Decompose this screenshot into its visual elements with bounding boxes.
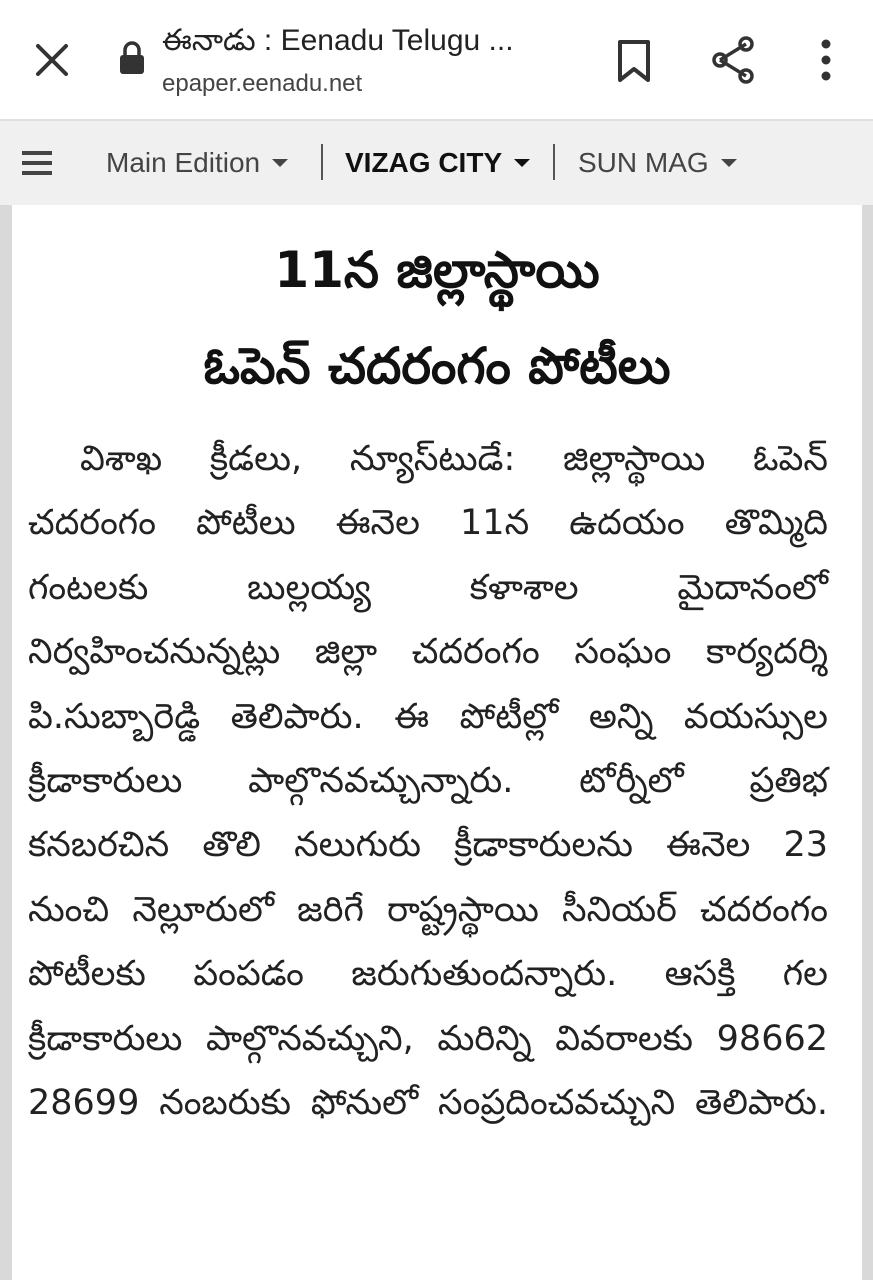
share-button[interactable] xyxy=(708,34,760,86)
headline-line-1: 11న జిల్లాస్థాయి xyxy=(274,241,600,299)
article-body: విశాఖ క్రీడలు, న్యూస్‌టుడే: జిల్లాస్థాయి ఓపెన్ చదరంగం పోటీలు ఈనెల 11న ఉదయం తొమ్మిది గంటలకు బుల్లయ్య కళాశాల మైదానంలో నిర్వహించనున్నట్లు జిల్లా చదరంగం సంఘం కార్యదర్శి పి.సుబ్బారెడ్డి తెలిపారు. ఈ పోటీల్లో అన్ని వయస్సుల క్రీడాకారులు పాల్గొనవచ్చున్నారు. టోర్నీలో ప్రతిభ కనబరచిన తొలి నలుగురు క్రీడాకారులను ఈనెల 23 నుంచి నెల్లూరులో జరిగే రాష్ట్రస్థాయి సీనియర్ చదరంగం పోటీలకు పంపడం జరుగుతుందన్నారు. ఆసక్తి గల క్రీడాకారులు పాల్గొనవచ్చుని, మరిన్ని వివరాలకు 98662 28699 నంబరుకు ఫోనులో సంప్రదించవచ్చుని తెలిపారు. xyxy=(28,439,828,1124)
share-icon xyxy=(708,34,760,86)
caret-down-icon xyxy=(721,159,737,167)
edition-label: Main Edition xyxy=(106,147,261,178)
more-options-button[interactable] xyxy=(806,36,846,84)
page-title: ఈనాడు : Eenadu Telugu ... xyxy=(162,24,514,57)
edition-navbar xyxy=(0,121,873,205)
article-clipping xyxy=(12,205,862,1280)
edition-dropdown-sun-mag[interactable] xyxy=(578,121,737,205)
browser-toolbar xyxy=(0,0,873,121)
edition-label: VIZAG CITY xyxy=(345,147,503,178)
page-url[interactable]: epaper.eenadu.net xyxy=(162,70,363,97)
edition-dropdown-vizag-city[interactable] xyxy=(345,121,530,205)
close-icon xyxy=(35,43,69,77)
edition-dropdown-main[interactable] xyxy=(106,121,288,205)
bookmark-icon xyxy=(610,36,658,84)
close-button[interactable] xyxy=(26,34,78,86)
caret-down-icon xyxy=(514,159,530,167)
hamburger-menu-button[interactable] xyxy=(18,145,58,181)
lock-icon xyxy=(118,40,146,76)
more-vert-icon xyxy=(806,36,846,84)
hamburger-icon xyxy=(18,145,58,181)
edition-divider xyxy=(321,144,323,180)
bookmark-button[interactable] xyxy=(610,36,658,84)
caret-down-icon xyxy=(272,159,288,167)
edition-divider xyxy=(553,144,555,180)
edition-label: SUN MAG xyxy=(578,147,709,178)
headline-line-2: ఓపెన్ చదరంగం పోటీలు xyxy=(203,337,671,395)
